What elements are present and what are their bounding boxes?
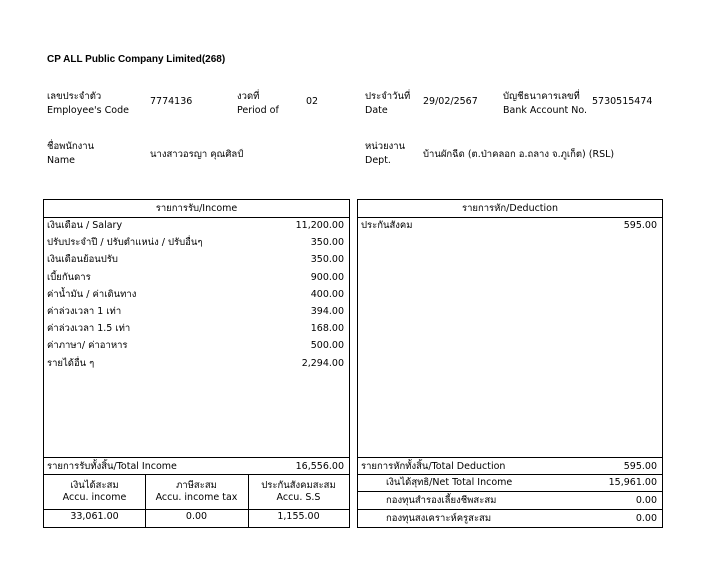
income-item-amount: 400.00 xyxy=(310,288,344,300)
income-item-amount: 900.00 xyxy=(310,271,344,283)
deduction-item-amount: 595.00 xyxy=(623,220,657,231)
name-label-en: Name xyxy=(47,155,76,166)
income-item-name: ค่าล่วงเวลา 1 เท่า xyxy=(47,306,122,317)
deduction-row xyxy=(358,217,662,234)
dept-label-en: Dept. xyxy=(365,155,391,166)
income-total-amount: 16,556.00 xyxy=(295,461,344,472)
teacher-fund-label: กองทุนสงเคราะห์ครูสะสม xyxy=(386,513,492,524)
date-label xyxy=(365,90,410,118)
accu-tax-en: Accu. income tax xyxy=(155,492,238,503)
income-item-name: เบี้ยกันดาร xyxy=(47,271,91,283)
accu-tax-th: ภาษีสะสม xyxy=(176,480,217,491)
date-label-en: Date xyxy=(365,105,388,116)
deduction-title: รายการหัก/Deduction xyxy=(358,200,662,218)
income-item-name: รายได้อื่น ๆ xyxy=(47,357,95,369)
deduction-item-name: ประกันสังคม xyxy=(361,220,413,231)
bank-label-en: Bank Account No. xyxy=(503,105,588,116)
income-row xyxy=(44,269,349,286)
income-row xyxy=(44,303,349,320)
period-label xyxy=(237,90,279,118)
accu-ss-th: ประกันสังคมสะสม xyxy=(261,480,336,491)
income-row xyxy=(44,217,349,234)
employee-code-label-th: เลขประจำตัว xyxy=(47,91,102,102)
period-label-th: งวดที่ xyxy=(237,91,260,102)
dept-label-th: หน่วยงาน xyxy=(365,141,406,152)
net-box xyxy=(357,474,663,528)
accumulated-box xyxy=(43,474,350,528)
company-name: CP ALL Public Company Limited(268) xyxy=(47,54,226,65)
income-row xyxy=(44,286,349,303)
income-item-name: ค่าล่วงเวลา 1.5 เท่า xyxy=(47,323,131,335)
period-value: 02 xyxy=(306,96,319,107)
net-income-amount: 15,961.00 xyxy=(608,477,657,488)
income-item-name: ค่าน้ำมัน / ค่าเดินทาง xyxy=(47,288,137,300)
provident-fund-row xyxy=(358,492,662,509)
bank-account-value: 5730515474 xyxy=(592,96,653,107)
name-label xyxy=(47,140,94,168)
accu-row-divider xyxy=(44,509,349,510)
income-item-name: เงินเดือน / Salary xyxy=(47,220,123,231)
income-row xyxy=(44,355,349,372)
income-item-amount: 394.00 xyxy=(310,306,344,317)
teacher-fund-row xyxy=(358,510,662,527)
income-box xyxy=(43,199,350,475)
deduction-total-row xyxy=(358,458,662,475)
income-item-amount: 11,200.00 xyxy=(295,220,344,231)
deduction-total-label: รายการหักทั้งสิ้น/Total Deduction xyxy=(361,461,506,472)
income-item-name: ปรับประจำปี / ปรับตำแหน่ง / ปรับอื่นๆ xyxy=(47,237,203,249)
income-total-row xyxy=(44,458,349,475)
income-item-amount: 500.00 xyxy=(310,340,344,352)
deduction-total-amount: 595.00 xyxy=(623,461,657,472)
income-total-label: รายการรับทั้งสิ้น/Total Income xyxy=(47,461,177,472)
accu-tax-value: 0.00 xyxy=(185,511,208,522)
income-item-amount: 2,294.00 xyxy=(301,357,344,369)
income-item-name: เงินเดือนย้อนปรับ xyxy=(47,254,118,266)
accu-ss-value: 1,155.00 xyxy=(277,511,320,522)
accu-income-th: เงินได้สะสม xyxy=(70,480,119,491)
accu-income-en: Accu. income xyxy=(62,492,127,503)
net-income-row xyxy=(358,475,662,491)
income-row xyxy=(44,251,349,268)
name-label-th: ชื่อพนักงาน xyxy=(47,141,95,152)
teacher-fund-amount: 0.00 xyxy=(635,513,657,524)
income-item-amount: 168.00 xyxy=(310,323,344,335)
period-label-en: Period of xyxy=(237,105,279,116)
accu-income-header xyxy=(44,480,145,504)
date-label-th: ประจำวันที่ xyxy=(365,91,411,102)
income-item-name: ค่าภาษา/ ค่าอาหาร xyxy=(47,340,128,352)
employee-code-value: 7774136 xyxy=(150,96,193,107)
deduction-box xyxy=(357,199,663,475)
accu-income-value: 33,061.00 xyxy=(70,511,119,522)
provident-fund-amount: 0.00 xyxy=(635,495,657,506)
net-income-label: เงินได้สุทธิ/Net Total Income xyxy=(386,477,513,488)
date-value: 29/02/2567 xyxy=(423,96,478,107)
income-item-amount: 350.00 xyxy=(310,237,344,249)
income-item-amount: 350.00 xyxy=(310,254,344,266)
accu-ss-en: Accu. S.S xyxy=(276,492,321,503)
employee-name-value: นางสาวอรญา คุณศิลป์ xyxy=(150,149,244,160)
income-row xyxy=(44,320,349,337)
income-row xyxy=(44,337,349,354)
employee-code-label-en: Employee's Code xyxy=(47,105,129,116)
employee-code-label xyxy=(47,90,129,118)
bank-label xyxy=(503,90,587,118)
accu-ss-header xyxy=(248,480,349,504)
dept-label xyxy=(365,140,405,168)
dept-value: บ้านผักฉีด (ต.ป่าคลอก อ.ถลาง จ.ภูเก็ต) (RSL) xyxy=(423,149,615,160)
accu-tax-header xyxy=(145,480,248,504)
income-row xyxy=(44,234,349,251)
income-title: รายการรับ/Income xyxy=(44,200,349,218)
bank-label-th: บัญชีธนาคารเลขที่ xyxy=(503,91,580,102)
provident-fund-label: กองทุนสำรองเลี้ยงชีพสะสม xyxy=(386,495,497,506)
